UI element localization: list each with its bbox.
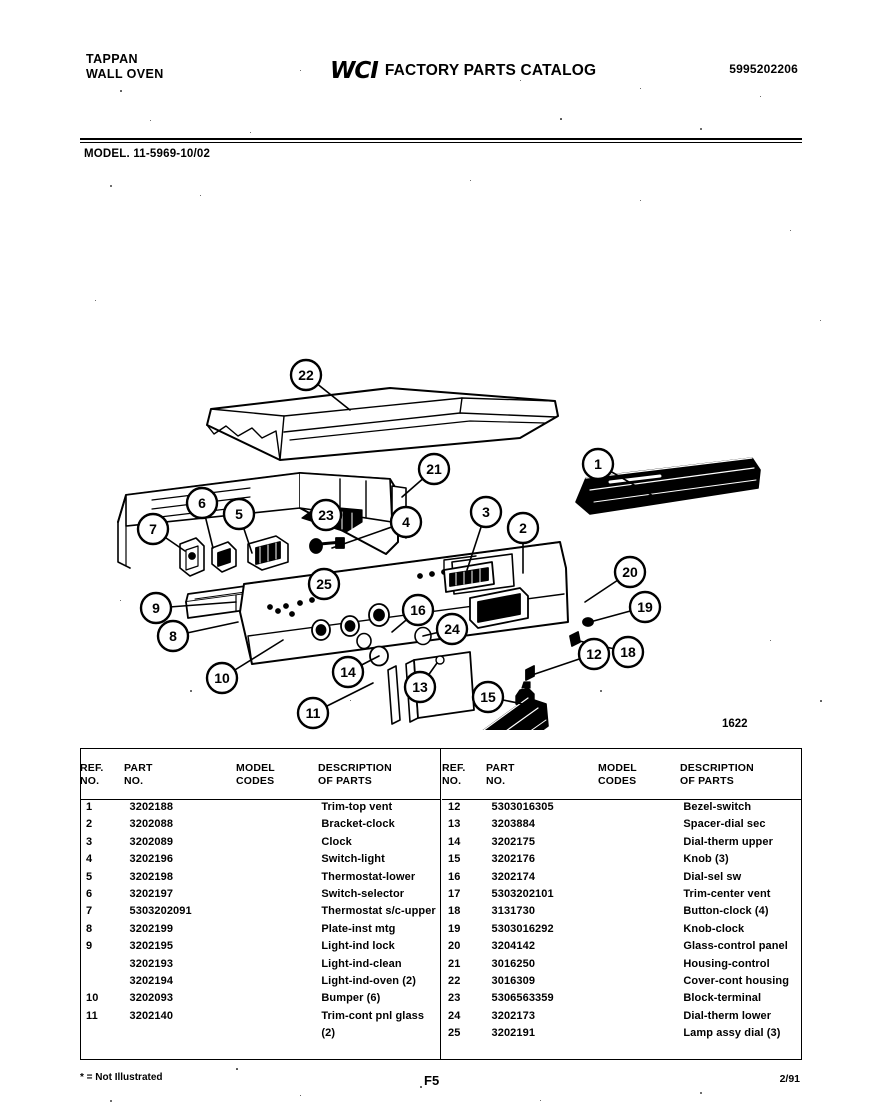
table-row [80,938,440,955]
callout-label-22: 22 [298,367,314,383]
catalog-title: FACTORY PARTS CATALOG [384,62,597,79]
header-divider [80,138,802,140]
model-label: MODEL. 11-5969-10/02 [84,148,211,160]
cell-part: 3202196 [129,853,174,866]
table-row [442,956,802,973]
part-thermostat-sc-upper [180,538,204,576]
header-part-no-1: PART [124,762,153,774]
scan-artifact [790,230,791,231]
scan-artifact [520,80,521,81]
scan-artifact [110,1100,112,1102]
cell-part: 5303202091 [129,905,192,918]
cell-part: 3203884 [491,818,536,831]
cell-desc: Spacer-dial sec [683,818,766,831]
cell-codes [240,938,321,955]
cell-codes [602,903,683,920]
cell-part: 5303016292 [491,922,554,935]
cell-codes [602,921,683,938]
table-row [80,973,440,990]
callout-5 [224,499,254,529]
cell-part: 3131730 [491,905,536,918]
callout-12 [579,639,609,669]
cell-part: 3202194 [129,975,174,988]
callout-label-16: 16 [410,602,426,618]
part-button-clock [570,632,580,646]
table-row [80,799,440,816]
cell-codes [602,886,683,903]
cell-ref [80,973,130,990]
cell-desc: Thermostat-lower [321,870,416,883]
callout-label-23: 23 [318,507,334,523]
scan-artifact [700,1092,702,1094]
cell-ref: 22 [448,975,461,988]
table-row [442,886,802,903]
cell-desc: Knob (3) [683,853,729,866]
not-illustrated-note: * = Not Illustrated [80,1072,163,1083]
cell-codes [602,1025,683,1042]
part-cover-cont-housing [207,388,558,460]
cell-ref: 5 [86,870,93,883]
cell-codes [602,851,683,868]
cell-part: 3202195 [129,940,174,953]
callout-1 [583,449,613,479]
table-row [80,869,440,886]
cell-part: 3202174 [491,870,536,883]
cell-ref: 25 [448,1027,461,1040]
cell-part: 3202191 [491,1027,536,1040]
cell-desc: Dial-therm lower [683,1009,772,1022]
callout-10 [207,663,237,693]
callout-label-10: 10 [214,670,230,686]
cell-desc: Thermostat s/c-upper [321,905,436,918]
table-row [80,1025,440,1042]
callout-18 [613,637,643,667]
header-ref-no-2: NO. [80,774,100,787]
callout-label-1: 1 [594,456,602,472]
cell-desc: Button-clock (4) [683,905,769,918]
cell-codes [240,851,321,868]
cell-desc: Housing-control [683,957,770,970]
cell-part: 3202193 [129,957,174,970]
cell-codes [240,1025,321,1042]
header-model-codes-2: CODES [236,774,275,787]
scan-artifact [540,1100,541,1101]
table-row [442,799,802,816]
catalog-title-block [330,58,596,84]
cell-desc: Bumper (6) [321,992,381,1005]
parts-table-left [80,760,440,1043]
product-line: WALL OVEN [86,67,164,81]
brand-name: TAPPAN [86,52,138,66]
table-body-left [80,799,440,1043]
cell-ref: 14 [448,835,461,848]
cell-desc: (2) [321,1027,336,1040]
cell-codes [602,956,683,973]
callout-label-7: 7 [149,521,157,537]
table-row [442,973,802,990]
scan-artifact [200,195,201,196]
scan-artifact [120,90,122,92]
header-description-1: DESCRIPTION [318,762,392,774]
wci-logo: WCI [330,58,378,84]
callout-20 [615,557,645,587]
scan-artifact [190,690,192,692]
cell-ref: 23 [448,992,461,1005]
header-description-2-right: OF PARTS [680,774,734,787]
cell-codes [602,816,683,833]
cell-ref: 13 [448,818,461,831]
header-ref-no-1: REF. [80,762,104,774]
part-switch-selector [212,542,236,572]
table-row [442,1008,802,1025]
table-row [442,816,802,833]
scan-artifact [150,120,151,121]
header-ref-no-2-right: NO. [442,774,462,787]
cell-ref: 18 [448,905,461,918]
callout-label-13: 13 [412,679,428,695]
table-row [442,990,802,1007]
cell-desc: Cover-cont housing [683,975,790,988]
cell-part: 3202197 [129,888,174,901]
header-description-2: OF PARTS [318,774,372,787]
scan-artifact [300,70,301,71]
cell-ref: 1 [86,801,93,813]
callout-label-21: 21 [426,461,442,477]
callout-6 [187,488,217,518]
cell-codes [240,921,321,938]
cell-codes [240,990,321,1007]
table-row [442,938,802,955]
cell-part: 3204142 [491,940,536,953]
cell-codes [602,1008,683,1025]
table-body-right [442,799,802,1043]
callout-19 [630,592,660,622]
cell-codes [240,834,321,851]
scan-artifact [700,128,702,130]
callout-3 [471,497,501,527]
table-header-right [442,760,802,787]
header-part-no-2-right: NO. [486,774,506,787]
table-row [442,1025,802,1042]
cell-ref: 3 [86,835,93,848]
cell-part: 3202188 [129,801,174,813]
table-row [442,903,802,920]
diagram-svg [0,170,880,730]
parts-table-right [442,760,802,1043]
header-part-no-2: NO. [124,774,144,787]
cell-codes [602,973,683,990]
cell-codes [240,869,321,886]
cell-ref: 15 [448,853,461,866]
scan-artifact [640,200,641,201]
cell-codes [602,834,683,851]
callout-label-2: 2 [519,520,527,536]
cell-codes [602,869,683,886]
cell-ref: 12 [448,801,461,813]
scan-artifact [300,1095,301,1096]
callout-label-9: 9 [152,600,160,616]
scan-artifact [236,1068,238,1070]
cell-ref: 2 [86,818,93,831]
cell-part: 3202176 [491,853,536,866]
cell-codes [602,799,683,816]
callout-label-15: 15 [480,689,496,705]
table-row [80,834,440,851]
exploded-parts-diagram [0,170,880,730]
part-bezel-switch [526,666,534,680]
cell-desc: Lamp assy dial (3) [683,1027,781,1040]
table-row [80,990,440,1007]
table-header-left [80,760,440,787]
cell-part: 3202089 [129,835,174,848]
callout-label-19: 19 [637,599,653,615]
callout-16 [403,595,433,625]
table-row [80,921,440,938]
scan-artifact [420,1086,422,1088]
part-thermostat-lower [248,536,288,570]
cell-codes [240,1008,321,1025]
scan-artifact [820,700,822,702]
cell-part: 5306563359 [491,992,554,1005]
scan-artifact [250,132,251,133]
cell-part: 5303016305 [491,801,554,813]
header-part-no-1-right: PART [486,762,515,774]
cell-ref: 21 [448,957,461,970]
cell-codes [602,990,683,1007]
cell-codes [240,799,321,816]
table-row [80,886,440,903]
table-row [80,816,440,833]
cell-part: 3202175 [491,835,536,848]
callout-15 [473,682,503,712]
cell-codes [240,973,321,990]
cell-desc: Dial-sel sw [683,870,742,883]
cell-codes [240,956,321,973]
cell-ref: 24 [448,1009,461,1022]
cell-ref [80,1025,130,1042]
callout-11 [298,698,328,728]
cell-ref: 20 [448,940,461,953]
cell-ref: 11 [86,1009,98,1022]
cell-desc: Dial-therm upper [683,835,773,848]
header-model-codes-1-right: MODEL [598,762,637,774]
callout-24 [437,614,467,644]
cell-ref: 8 [86,922,93,935]
table-row [442,834,802,851]
scan-artifact [430,66,431,67]
callout-13 [405,672,435,702]
print-date: 2/91 [779,1073,800,1085]
table-row [442,869,802,886]
header-description-1-right: DESCRIPTION [680,762,754,774]
callout-8 [158,621,188,651]
callout-7 [138,514,168,544]
cell-desc: Switch-selector [321,888,405,901]
scan-artifact [640,88,641,89]
table-row [442,921,802,938]
cell-desc: Trim-cont pnl glass [321,1009,425,1022]
cell-part: 3202198 [129,870,174,883]
callout-21 [419,454,449,484]
cell-ref: 4 [86,853,93,866]
header-ref-no-1-right: REF. [442,762,466,774]
callout-label-24: 24 [444,621,460,637]
callout-label-14: 14 [340,664,356,680]
cell-part: 3202088 [129,818,174,831]
cell-codes [240,816,321,833]
cell-part: 3202199 [129,922,174,935]
cell-codes [602,938,683,955]
callout-label-20: 20 [622,564,638,580]
catalog-number: 5995202206 [729,62,798,76]
cell-desc: Plate-inst mtg [321,922,396,935]
cell-ref: 16 [448,870,461,883]
callout-label-4: 4 [402,514,410,530]
cell-codes [240,903,321,920]
callout-22 [291,360,321,390]
cell-ref [80,956,130,973]
cell-ref: 6 [86,888,93,901]
callout-label-12: 12 [586,646,602,662]
cell-desc: Knob-clock [683,922,745,935]
cell-desc: Trim-center vent [683,888,771,901]
callout-9 [141,593,171,623]
cell-part [130,1025,241,1042]
callout-label-3: 3 [482,504,490,520]
cell-desc: Light-ind-oven (2) [321,975,417,988]
cell-ref: 9 [86,940,93,953]
cell-ref: 10 [86,992,99,1005]
header-divider-secondary [80,142,802,143]
cell-ref: 17 [448,888,461,901]
cell-desc: Trim-top vent [321,801,393,813]
brand-block [86,52,164,82]
callout-4 [391,507,421,537]
cell-part: 3202140 [129,1009,174,1022]
scan-artifact [560,118,562,120]
cell-desc: Switch-light [321,853,385,866]
cell-desc: Bezel-switch [683,801,752,813]
cell-part: 3202093 [129,992,174,1005]
cell-part: 3016309 [491,975,536,988]
callout-label-5: 5 [235,506,243,522]
callout-25 [309,569,339,599]
callout-label-11: 11 [305,705,321,721]
table-row [80,903,440,920]
table-row [80,851,440,868]
callout-23 [311,500,341,530]
figure-number: 1622 [722,718,748,730]
table-column-divider [440,748,441,1060]
cell-desc: Block-terminal [683,992,762,1005]
scan-artifact [600,690,602,692]
scan-artifact [760,96,761,97]
callout-14 [333,657,363,687]
cell-part: 5303202101 [491,888,554,901]
page-number: F5 [424,1073,440,1088]
table-row [80,956,440,973]
cell-desc: Glass-control panel [683,940,788,953]
callout-label-25: 25 [316,576,332,592]
cell-desc: Light-ind-clean [321,957,402,970]
header-model-codes-1: MODEL [236,762,275,774]
cell-desc: Light-ind lock [321,940,395,953]
table-row [442,851,802,868]
cell-ref: 19 [448,922,461,935]
cell-part: 3016250 [491,957,536,970]
callout-2 [508,513,538,543]
cell-ref: 7 [86,905,93,918]
scan-artifact [95,300,96,301]
header-model-codes-2-right: CODES [598,774,637,787]
cell-codes [240,886,321,903]
callout-label-6: 6 [198,495,206,511]
cell-desc: Bracket-clock [321,818,395,831]
table-row [80,1008,440,1025]
callout-label-18: 18 [620,644,636,660]
callout-label-8: 8 [169,628,177,644]
cell-desc: Clock [321,835,352,848]
cell-part: 3202173 [491,1009,536,1022]
